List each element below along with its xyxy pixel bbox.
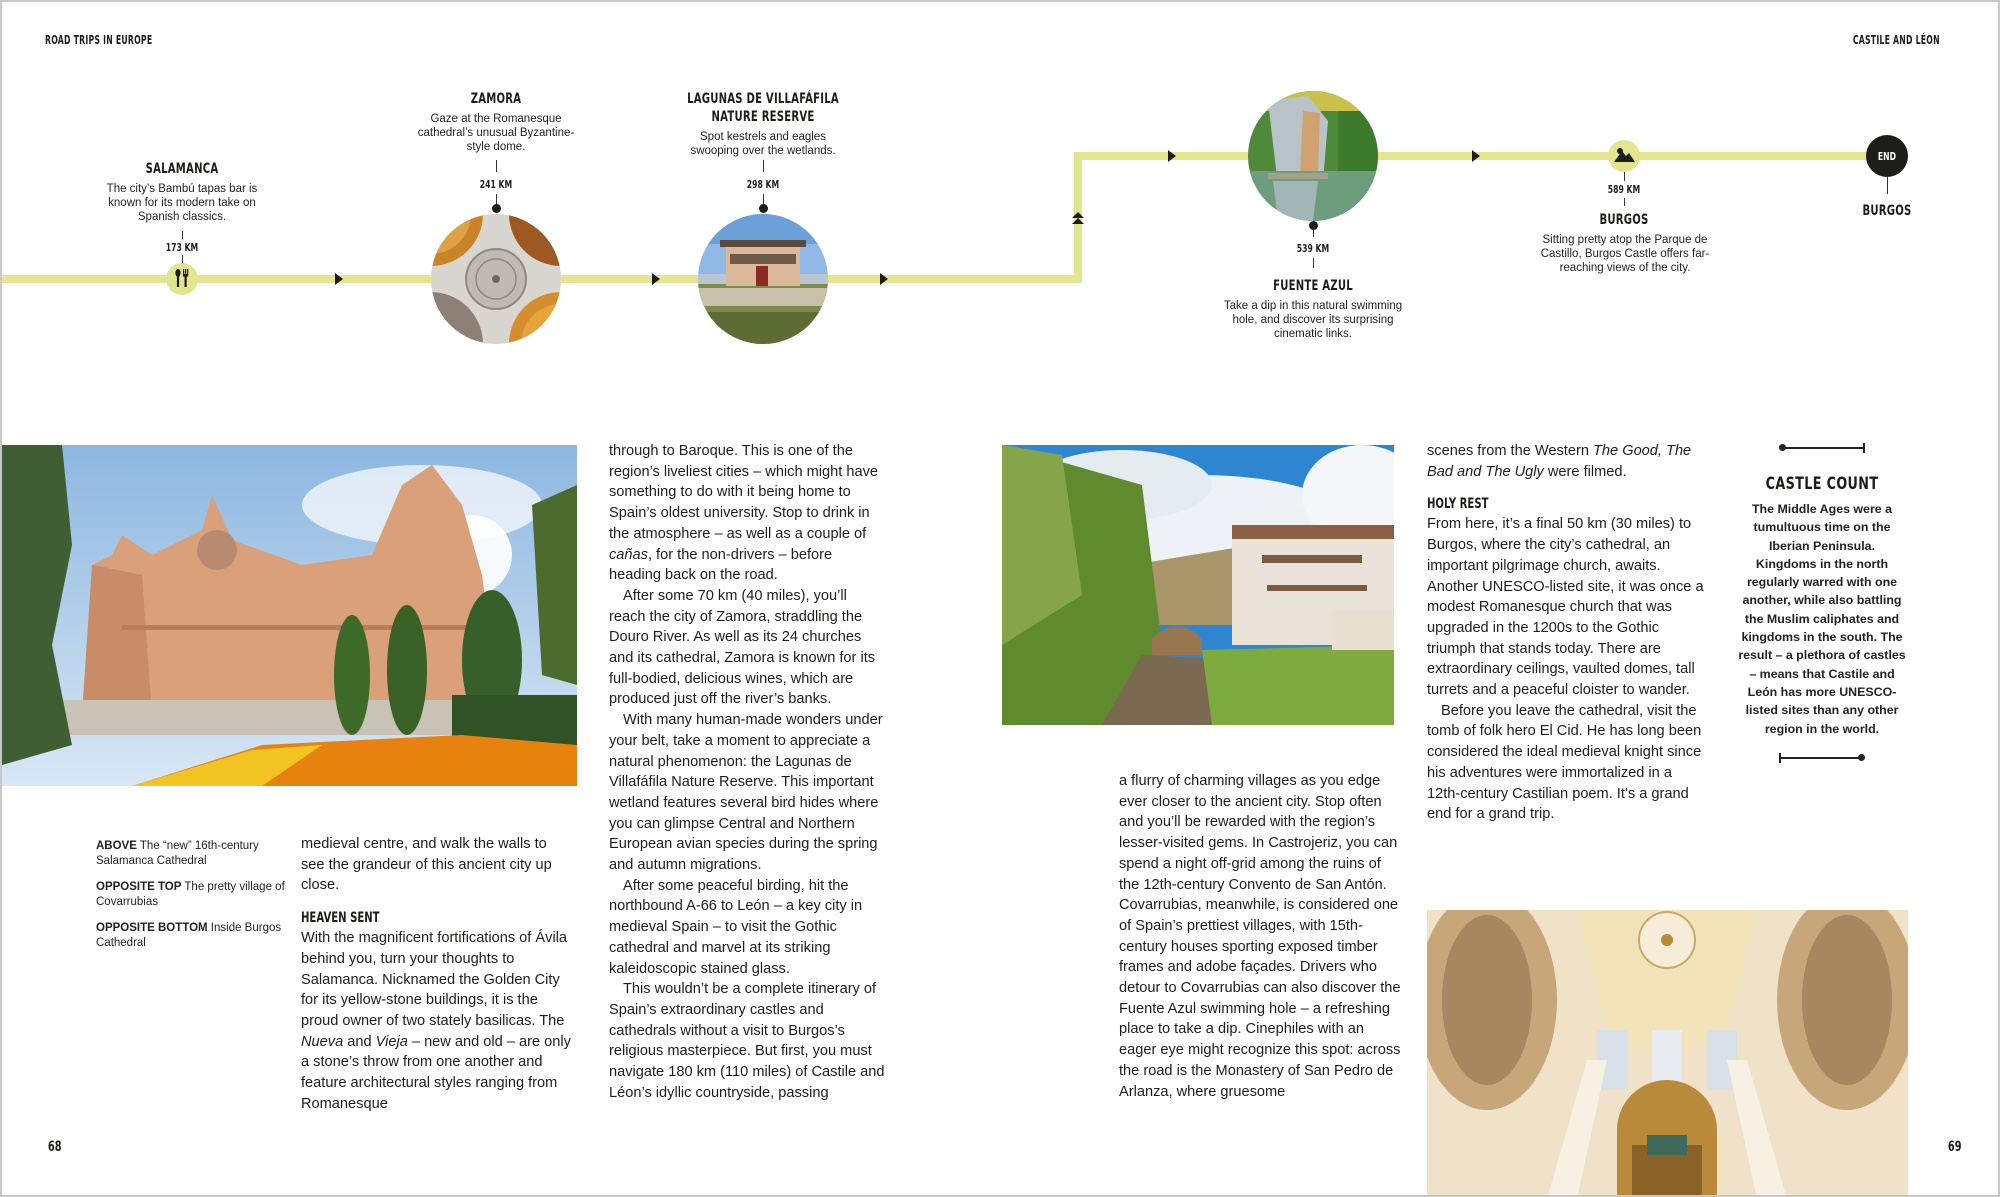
text-run: through to Baroque. This is one of the region’s liveliest cities – which might have something to do with it being home to Spain’s oldest university. Stop to drink in the atmosphere – as well as a couple of	[609, 443, 879, 542]
page-number-right: 69	[1947, 1139, 1962, 1155]
caption-above	[96, 839, 286, 868]
stop-distance: 539 KM	[1296, 242, 1330, 255]
direction-arrow-icon	[1472, 150, 1480, 162]
end-title: BURGOS	[1862, 203, 1912, 219]
stem	[496, 160, 497, 172]
marker-dot	[759, 204, 768, 213]
stem	[1313, 258, 1314, 268]
text-run: With the magnificent fortifications of Ávila behind you, turn your thoughts to Salamanca. Nicknamed the Golden City for its yellow-stone buildings, it is the proud owner of two stately basilicas. The	[301, 930, 568, 1029]
stop-description: The city’s Bambú tapas bar is known for its modern take on Spanish classics.	[106, 183, 258, 223]
marker-dot	[492, 204, 501, 213]
italic-text: Vieja	[375, 1033, 408, 1050]
paragraph: Before you leave the cathedral, visit the tomb of folk hero El Cid. He has long been considered the ideal medieval knight since his adventures were immortalized in a 12th-century Castilian poem. It’s a grand end for a grand trip.	[1427, 702, 1702, 823]
sidebar-title: CASTLE COUNT	[1765, 474, 1879, 494]
stop-description: Sitting pretty atop the Parque de Castillo, Burgos Castle offers far-reaching views of the city.	[1540, 234, 1710, 274]
text-run: , for the non-drivers – before heading back on the road.	[609, 546, 833, 584]
zamora-dome-photo	[431, 214, 561, 344]
burgos-cathedral-interior-photo	[1427, 910, 1908, 1197]
caption-text: The pretty village of Covarrubias	[96, 881, 285, 908]
text-run: scenes from the Western	[1427, 443, 1594, 459]
sidebar-body: The Middle Ages were a tumultuous time on the Iberian Peninsula. Kingdoms in the north regularly warred with one another, while also battling the Muslim caliphates and kingdoms in the south. The result – a plethora of castles – means that Castile and León has more UNESCO-listed sites than any other region in the world.	[1738, 502, 1906, 736]
stop-description: Take a dip in this natural swimming hole, and discover its surprising cinematic links.	[1223, 300, 1403, 340]
stop-title: BURGOS	[1599, 212, 1649, 228]
road-upper	[1074, 152, 1888, 160]
caption-opposite-bottom	[96, 921, 286, 950]
stem	[182, 255, 183, 263]
stop-title: ZAMORA	[470, 91, 522, 107]
caption-label: ABOVE	[96, 840, 137, 852]
sidebar-rule-top	[1779, 442, 1865, 454]
body-column-1	[301, 834, 571, 1114]
body-column-3	[1119, 771, 1401, 1102]
stem	[763, 160, 764, 172]
caption-opposite-top	[96, 880, 286, 909]
paragraph: This wouldn’t be a complete itinerary of Spain’s extraordinary castles and cathedrals without a visit to Burgos’s religious masterpiece. But first, you must navigate 180 km (110 miles) of Castile and Léon’s idyllic countryside, passing	[609, 981, 885, 1101]
fork-knife-icon	[166, 263, 198, 295]
caption-text: The “new” 16th-century Salamanca Cathedral	[96, 840, 259, 867]
stop-distance: 173 KM	[165, 241, 199, 254]
direction-up-arrows-icon	[1072, 212, 1084, 226]
page-number-left: 68	[47, 1139, 62, 1155]
stem	[182, 231, 183, 239]
direction-arrow-icon	[880, 273, 888, 285]
sidebar-rule-bottom	[1779, 752, 1865, 764]
photo-captions	[96, 839, 286, 962]
direction-arrow-icon	[1168, 150, 1176, 162]
italic-text: Nueva	[301, 1033, 344, 1050]
text-run: – new and old – are only a stone’s throw from one another and feature architectural styles ranging from Romanesque	[301, 1033, 571, 1112]
stop-title-line1: LAGUNAS DE VILLAFÁFILA	[687, 91, 839, 107]
paragraph: After some peaceful birding, hit the northbound A-66 to León – a key city in medieval Spain – to visit the Gothic cathedral and marvel at its striking kaleidoscopic stained glass.	[609, 877, 863, 977]
caption-label: OPPOSITE BOTTOM	[96, 922, 208, 934]
paragraph: After some 70 km (40 miles), you’ll reach the city of Zamora, straddling the Douro River. As well as its 24 churches and its cathedral, Zamora is known for its full-bodied, delicious wines, which are produced just off the river’s banks.	[609, 587, 876, 708]
restaurant-marker	[166, 263, 198, 295]
stem	[1624, 198, 1625, 206]
body-column-4	[1427, 441, 1709, 825]
covarrubias-photo	[1002, 445, 1394, 725]
body-column-2	[609, 441, 887, 1104]
caption-label: OPPOSITE TOP	[96, 881, 182, 893]
stop-distance: 241 KM	[479, 178, 513, 191]
mountain-icon	[1608, 140, 1640, 172]
stop-title: FUENTE AZUL	[1273, 278, 1353, 294]
running-head-left: ROAD TRIPS IN EUROPE	[45, 33, 153, 47]
paragraph	[609, 441, 887, 586]
subheading-holy-rest: HOLY REST	[1427, 496, 1489, 513]
stop-description: Spot kestrels and eagles swooping over the wetlands.	[690, 131, 836, 157]
castle-marker	[1608, 140, 1640, 172]
paragraph: medieval centre, and walk the walls to see the grandeur of this ancient city up close.	[301, 836, 552, 894]
end-badge	[1866, 135, 1908, 177]
stop-description: Gaze at the Romanesque cathedral’s unusual Byzantine-style dome.	[417, 113, 575, 153]
paragraph	[1427, 441, 1709, 482]
paragraph: a flurry of charming villages as you edge ever closer to the ancient city. Stop often and you’ll be rewarded with the region’s lesser-visited gems. In Castrojeriz, you can spend a night off-grid among the ruins of the 12th-century Convento de San Antón. Covarrubias, meanwhile, is considered one of Spain’s prettiest villages, with 15th-century houses sporting exposed timber frames and adobe façades. Drivers who detour to Covarrubias can also discover the Fuente Azul swimming hole – a refreshing place to take a dip. Cinephiles with an eager eye might recognize this spot: across the road is the Monastery of San Pedro de Arlanza, where gruesome	[1119, 773, 1401, 1100]
salamanca-cathedral-photo	[2, 445, 577, 786]
direction-arrow-icon	[335, 273, 343, 285]
stem	[1313, 226, 1314, 237]
end-label: END	[1877, 150, 1897, 163]
paragraph: With many human-made wonders under your belt, take a moment to appreciate a natural phenomenon: the Lagunas de Villafáfila Nature Reserve. This important wetland features several bird hides where you can glimpse Central and Northern European avian species during the spring and autumn migrations.	[609, 712, 883, 874]
stem	[1624, 172, 1625, 181]
fuente-azul-photo	[1248, 91, 1378, 221]
paragraph	[301, 928, 571, 1114]
italic-text: cañas	[609, 546, 648, 563]
stop-title: SALAMANCA	[145, 161, 219, 177]
text-run: and	[343, 1033, 376, 1050]
stop-title-line2: NATURE RESERVE	[711, 109, 815, 125]
stop-distance: 298 KM	[746, 178, 780, 191]
direction-arrow-icon	[652, 273, 660, 285]
subheading-heaven-sent: HEAVEN SENT	[301, 910, 380, 927]
text-run: were filmed.	[1543, 463, 1627, 480]
castle-count-sidebar	[1737, 442, 1907, 764]
stem	[1887, 177, 1888, 194]
italic-text: The Good, The Bad and The Ugly	[1427, 443, 1692, 480]
stop-distance: 589 KM	[1607, 183, 1641, 196]
caption-text: Inside Burgos Cathedral	[96, 922, 282, 949]
running-head-right: CASTILE AND LÉON	[1853, 33, 1940, 47]
lagunas-dovecote-photo	[698, 214, 828, 344]
paragraph: From here, it’s a final 50 km (30 miles) to Burgos, where the city’s cathedral, an important pilgrimage church, awaits. Another UNESCO-listed site, it was once a modest Romanesque church that was upgraded in the 1200s to the Gothic triumph that stands today. There are extraordinary ceilings, vaulted domes, tall turrets and a peaceful cloister to wander.	[1427, 516, 1704, 699]
